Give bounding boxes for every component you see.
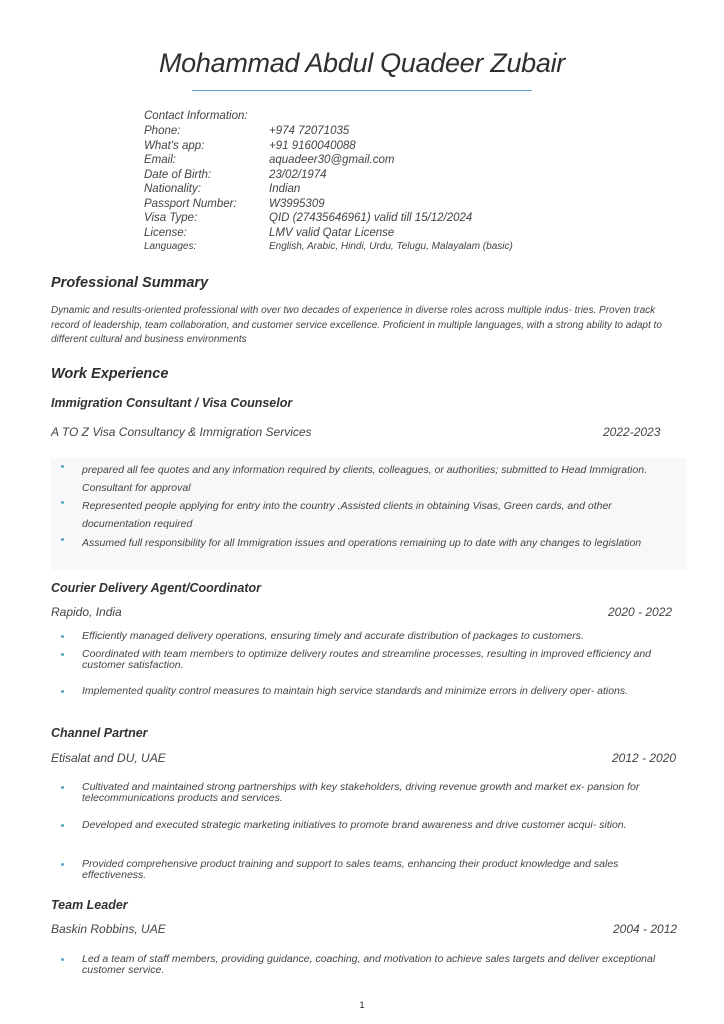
bullet-icon <box>61 786 64 789</box>
contact-value: QID (27435646961) valid till 15/12/2024 <box>269 212 473 224</box>
bullet-icon <box>61 465 64 468</box>
contact-row-dob <box>144 169 513 184</box>
job-company: Rapido, India <box>51 605 122 619</box>
bullet-icon <box>61 635 64 638</box>
contact-row-email <box>144 154 513 169</box>
job-dates: 2020 - 2022 <box>608 605 673 619</box>
bullet-text: Led a team of staff members, providing guidance, coaching, and motivation to achieve sales targets and deliver exceptional customer service. <box>82 953 656 976</box>
bullet-icon <box>61 690 64 693</box>
bullet-text: Developed and executed strategic marketing initiatives to promote brand awareness and drive customer acqui- sition. <box>82 819 627 831</box>
contact-label: Passport Number: <box>144 197 237 210</box>
contact-row-whatsapp <box>144 140 513 155</box>
bullet-icon <box>61 501 64 504</box>
bullet-text: Provided comprehensive product training and support to sales teams, enhancing their product knowledge and sales effectiveness. <box>82 858 619 881</box>
bullet-text: Represented people applying for entry into the country ,Assisted clients in obtaining Visas, Green cards, and other documentation required <box>82 500 612 530</box>
job-company: A TO Z Visa Consultancy & Immigration Services <box>51 425 312 439</box>
job-title: Courier Delivery Agent/Coordinator <box>51 581 261 595</box>
contact-label: Date of Birth: <box>144 168 212 181</box>
contact-heading: Contact Information: <box>144 110 248 122</box>
contact-row-phone <box>144 125 513 140</box>
bullet-text: prepared all fee quotes and any information required by clients, colleagues, or authorities; submitted to Head Immigration. Consultant for approval <box>82 464 647 494</box>
job-title: Immigration Consultant / Visa Counselor <box>51 396 293 410</box>
bullet-text: Cultivated and maintained strong partnerships with key stakeholders, driving revenue growth and market ex- pansion for telecommunications products and services. <box>82 781 640 804</box>
contact-value: aquadeer30@gmail.com <box>269 154 395 166</box>
contact-label: What's app: <box>144 139 205 152</box>
contact-row-visa <box>144 212 513 227</box>
section-title-experience: Work Experience <box>51 366 169 382</box>
bullet-icon <box>61 824 64 827</box>
contact-label: Visa Type: <box>144 212 198 224</box>
bullet-icon <box>61 538 64 541</box>
contact-value: LMV valid Qatar License <box>269 226 395 239</box>
job-dates: 2012 - 2020 <box>612 751 677 765</box>
contact-label: Nationality: <box>144 183 201 195</box>
job-title: Channel Partner <box>51 726 148 740</box>
page-number: 1 <box>359 1000 365 1010</box>
contact-information <box>144 110 513 256</box>
bullet-text: Implemented quality control measures to maintain high service standards and minimize errors in delivery oper- ations. <box>82 685 629 697</box>
contact-label: Languages: <box>144 241 197 252</box>
contact-value: W3995309 <box>269 197 325 210</box>
bullet-text: Assumed full responsibility for all Immigration issues and operations remaining up to date with any changes to legislation <box>82 537 642 549</box>
contact-value: +91 9160040088 <box>269 139 356 152</box>
name-underline <box>192 90 532 91</box>
job-company: Etisalat and DU, UAE <box>51 751 166 765</box>
contact-row-nationality <box>144 183 513 198</box>
bullet-icon <box>61 653 64 656</box>
bullet-text: Coordinated with team members to optimize delivery routes and streamline processes, resulting in improved efficiency and customer satisfaction. <box>82 648 652 671</box>
contact-label: Phone: <box>144 125 181 137</box>
job-dates: 2004 - 2012 <box>613 922 678 936</box>
contact-label: License: <box>144 226 187 239</box>
bullet-icon <box>61 863 64 866</box>
summary-text: Dynamic and results-oriented professional with over two decades of experience in diverse roles across multiple indus- tries. Proven track record of leadership, team collaboration, and customer service excellence. Proficient in multiple languages, with a strong ability to adapt to different cultural and business environments <box>51 305 662 345</box>
bullet-icon <box>61 958 64 961</box>
contact-label: Email: <box>144 154 176 166</box>
section-title-summary: Professional Summary <box>51 275 209 291</box>
candidate-name: Mohammad Abdul Quadeer Zubair <box>158 48 566 78</box>
contact-value: Indian <box>269 183 301 195</box>
bullet-text: Efficiently managed delivery operations, ensuring timely and accurate distribution of packages to customers. <box>82 630 584 642</box>
contact-value: English, Arabic, Hindi, Urdu, Telugu, Malayalam (basic) <box>269 241 513 252</box>
contact-row-languages <box>144 241 513 256</box>
contact-row-license <box>144 227 513 242</box>
job-company: Baskin Robbins, UAE <box>51 922 166 936</box>
contact-value: 23/02/1974 <box>269 168 327 181</box>
contact-value: +974 72071035 <box>269 125 350 137</box>
contact-row-passport <box>144 198 513 213</box>
job-dates: 2022-2023 <box>603 425 661 439</box>
job-title: Team Leader <box>51 898 128 912</box>
